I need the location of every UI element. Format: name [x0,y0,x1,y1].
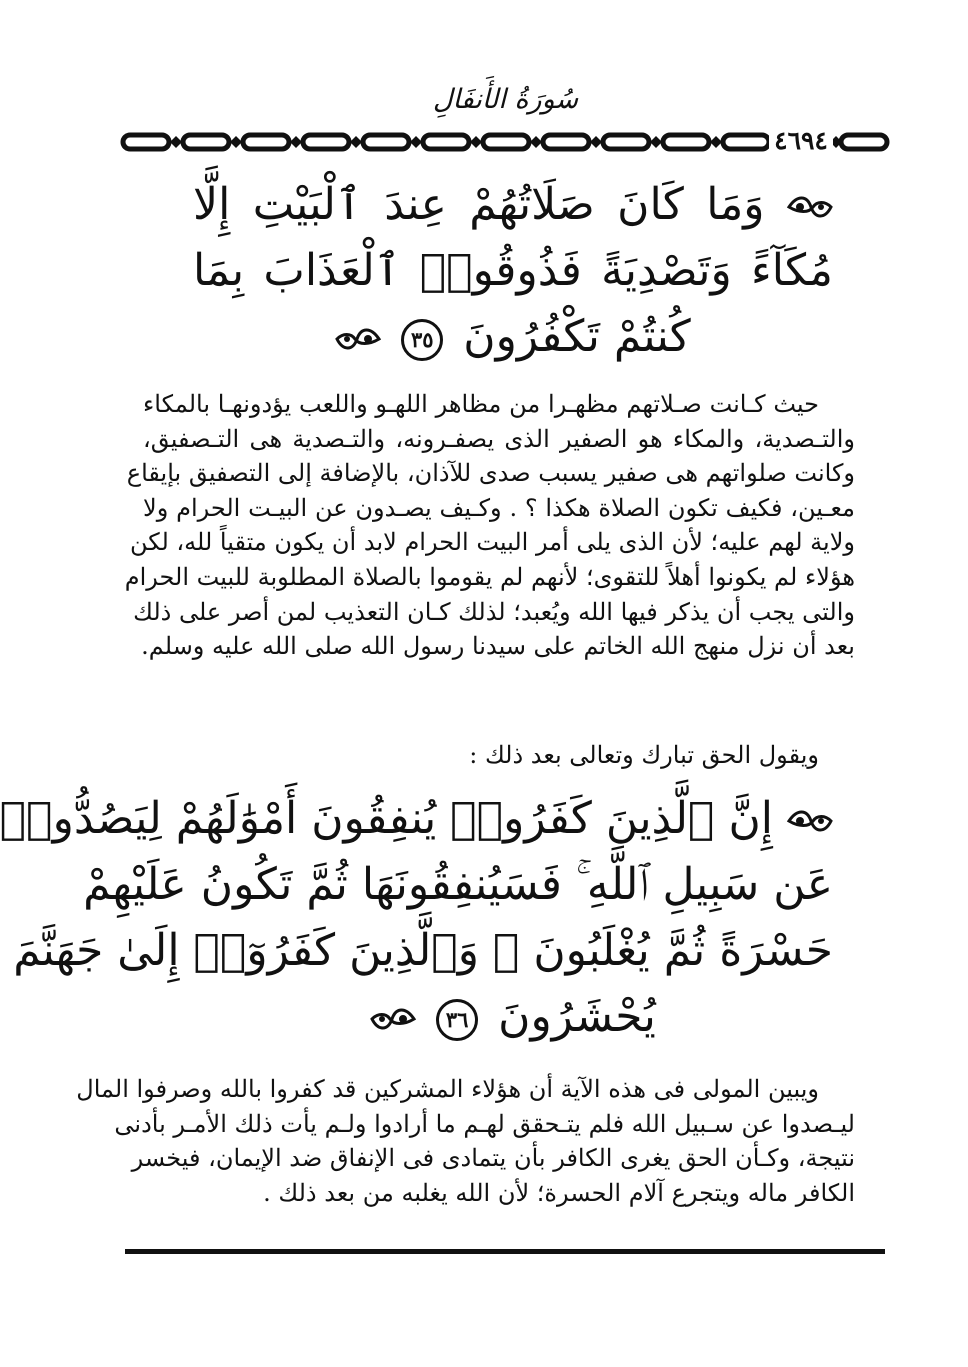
quran-verse-36 [0,786,833,1050]
verse-text: كُنتُمْ تَكْفُرُونَ [463,311,691,362]
paragraph-line: ولاية لهم عليه؛ لأن الذى يلى أمر البيت الحرام لابد أن يكون متقياً لله، لكن [129,528,855,557]
verse-text: يُحْشَرُونَ [498,991,656,1042]
paragraph-line: هؤلاء لم يكونوا أهلاً للتقوى؛ لأنهم لم يقوموا بالصلاة المطلوبة للبيت الحرام [124,562,855,591]
verse-line [193,304,833,370]
paragraph-line: والتـصدية، والمكاء هو الصفير الذى يصفـرونه، والتـصدية هى التـصفيق، [143,424,855,453]
verse-line [83,852,833,918]
verse-text: مُكَآءً وَتَصْدِيَةً فَذُوقُوا۟ ٱلْعَذَابَ بِمَا [193,245,833,296]
verse-text: إِنَّ ٱلَّذِينَ كَفَرُوا۟ يُنفِقُونَ أَمْوَٰلَهُمْ لِيَصُدُّوا۟ [0,793,773,844]
verse-text: حَسْرَةً ثُمَّ يُغْلَبُونَ ۗ وَٱلَّذِينَ كَفَرُوٓا۟ إِلَىٰ جَهَنَّمَ [13,925,833,976]
commentary-paragraph-2 [76,1072,855,1210]
verse-line [193,984,833,1050]
paragraph-line: نتيجة، وكـأن الحق يغرى الكافر بأن يتمادى فى الإنفاق ضد الإيمان، فيخسر [131,1144,855,1173]
verse-line [193,172,833,238]
paragraph-line: والتى يجب أن يذكر فيها الله ويُعبد؛ لذلك كـان التعذيب لمن أصر على ذلك [133,597,855,626]
transition-paragraph [143,738,855,773]
verse-line [0,786,833,852]
surah-title: سُورَةُ الأَنفَالِ [432,84,579,115]
ayah-start-ornament-icon [787,789,833,855]
paragraph-line: وكانت صلواتهم هى صفير يسبب صدى للآذان، بالإضافة إلى التصفيق بإيقاع [126,459,855,488]
ayah-end-ornament-icon [335,307,381,373]
paragraph-line: ويقول الحق تبارك وتعالى بعد ذلك : [469,741,819,769]
paragraph-line: حيث كـانت صـلاتهم مظهـرا من مظاهر اللهـو واللعب يؤدونهـا بالمكاء [143,390,819,418]
verse-text: عَن سَبِيلِ ٱللَّهِ ۚ فَسَيُنفِقُونَهَا ثُمَّ تَكُونُ عَلَيْهِمْ [83,859,833,910]
footer-rule [125,1249,885,1254]
ayah-number-badge: ٣٦ [436,999,478,1041]
paragraph-line: بعد أن نزل منهج الله الخاتم على سيدنا رسول الله صلى الله عليه وسلم. [141,632,855,661]
quran-verse-35 [193,172,833,370]
paragraph-line: ليـصدوا عن سـبيل الله فلم يتـحقق لهـم ما أرادوا ولـم يأت ذلك الأمـر بأدنى [114,1109,855,1138]
paragraph-line: ويبين المولى فى هذه الآية أن هؤلاء المشركين قد كفروا بالله وصرفوا المال [76,1075,819,1103]
ayah-start-ornament-icon [787,175,833,241]
verse-line [13,918,833,984]
header-ornament-rule [121,126,891,155]
paragraph-line: الكافر ماله ويتجرع آلام الحسرة؛ لأن الله يغلبه من بعد ذلك . [263,1178,855,1207]
ayah-number-badge: ٣٥ [401,319,443,361]
ayah-end-ornament-icon [370,987,416,1053]
verse-line [193,238,833,304]
paragraph-line: معـين، فكيف تكون الصلاة هكذا ؟ . وكـيف يصـدون عن البيـت الحرام ولا [143,493,855,522]
verse-text: وَمَا كَانَ صَلَاتُهُمْ عِندَ ٱلْبَيْتِ إِلَّا [193,179,765,230]
commentary-paragraph-1 [124,387,855,664]
page-number: ٤٦٩٤ [769,127,833,155]
